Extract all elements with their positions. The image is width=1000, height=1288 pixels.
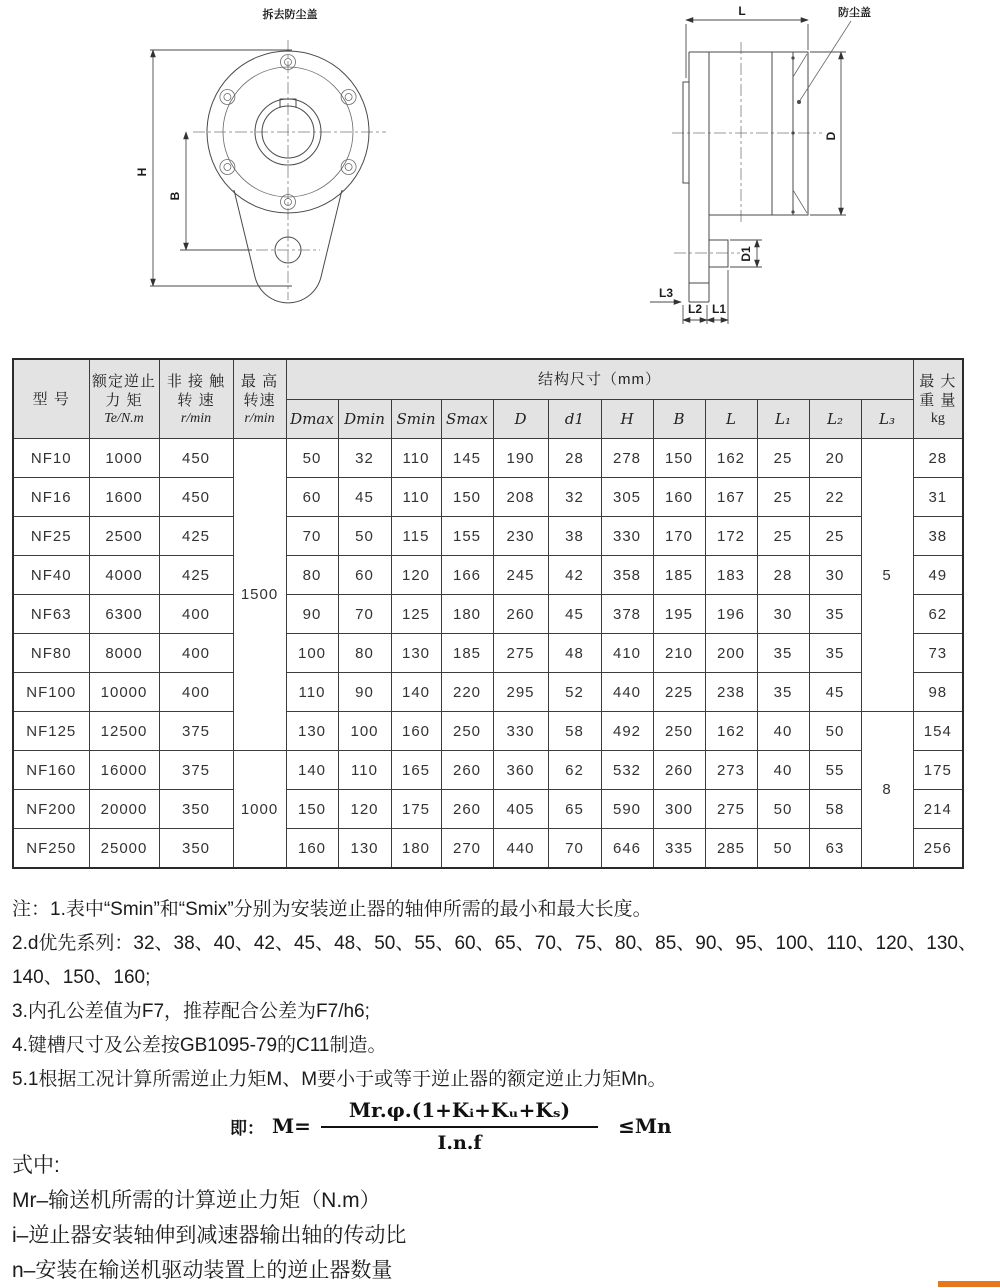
spec-cell: 160: [286, 829, 338, 869]
col-header-dim: d1: [548, 400, 601, 439]
spec-cell: 335: [653, 829, 705, 869]
col-header-dim: H: [601, 400, 653, 439]
spec-cell: 167: [705, 478, 757, 517]
spec-cell: 295: [493, 673, 548, 712]
technical-drawings: [0, 0, 1000, 348]
spec-cell: 155: [441, 517, 493, 556]
spec-cell: 80: [338, 634, 391, 673]
spec-cell: 145: [441, 439, 493, 478]
spec-cell: 260: [441, 790, 493, 829]
spec-cell: 50: [757, 829, 809, 869]
spec-cell: 273: [705, 751, 757, 790]
spec-cell: 375: [159, 712, 233, 751]
dim-label-D1: D1: [739, 246, 753, 262]
table-row: [13, 829, 963, 869]
spec-cell: 48: [548, 634, 601, 673]
spec-cell: 35: [757, 673, 809, 712]
note-line: 注：1.表中“Smin”和“Smix”分别为安装逆止器的轴伸所需的最小和最大长度。: [12, 899, 652, 920]
dim-label-L3: L3: [658, 286, 674, 300]
spec-cell: 330: [493, 712, 548, 751]
spec-cell: 30: [809, 556, 861, 595]
spec-cell: 330: [601, 517, 653, 556]
spec-cell: 50: [338, 517, 391, 556]
spec-cell: 32: [548, 478, 601, 517]
weight-cell: 214: [913, 790, 963, 829]
spec-cell: 38: [548, 517, 601, 556]
note-line: 3.内孔公差值为F7，推荐配合公差为F7/h6;: [12, 1001, 370, 1022]
spec-cell: 250: [653, 712, 705, 751]
weight-cell: 28: [913, 439, 963, 478]
spec-cell: 42: [548, 556, 601, 595]
table-row: [13, 595, 963, 634]
col-header-dim: L₃: [861, 400, 913, 439]
l3-merged-cell: 5: [861, 439, 913, 712]
spec-cell: 110: [391, 478, 441, 517]
spec-cell: 62: [548, 751, 601, 790]
front-view-drawing: [135, 7, 386, 303]
weight-cell: 98: [913, 673, 963, 712]
spec-cell: 238: [705, 673, 757, 712]
model-cell: NF40: [13, 556, 89, 595]
formula-prefix: 即：: [230, 1118, 264, 1138]
col-header-dim: Dmin: [338, 400, 391, 439]
col-header-torque: 额定逆止 力 矩 Te/N.m: [89, 359, 159, 439]
spec-cell: 16000: [89, 751, 159, 790]
spec-cell: 60: [286, 478, 338, 517]
accent-bar: [938, 1281, 1000, 1287]
formula-denominator: I.n.f: [437, 1132, 482, 1154]
max-speed-merged-cell: 1000: [233, 751, 286, 869]
spec-cell: 162: [705, 712, 757, 751]
weight-cell: 73: [913, 634, 963, 673]
weight-cell: 31: [913, 478, 963, 517]
spec-cell: 400: [159, 634, 233, 673]
spec-cell: 80: [286, 556, 338, 595]
spec-cell: 220: [441, 673, 493, 712]
spec-cell: 358: [601, 556, 653, 595]
spec-cell: 1600: [89, 478, 159, 517]
spec-cell: 110: [338, 751, 391, 790]
spec-cell: 52: [548, 673, 601, 712]
spec-cell: 375: [159, 751, 233, 790]
spec-cell: 100: [286, 634, 338, 673]
spec-cell: 175: [391, 790, 441, 829]
spec-cell: 125: [391, 595, 441, 634]
model-cell: NF125: [13, 712, 89, 751]
spec-cell: 120: [338, 790, 391, 829]
table-row: [13, 478, 963, 517]
spec-cell: 45: [809, 673, 861, 712]
col-header-noncontact-speed: 非 接 触 转 速 r/min: [159, 359, 233, 439]
table-row: [13, 439, 963, 478]
spec-cell: 160: [653, 478, 705, 517]
spec-cell: 275: [705, 790, 757, 829]
spec-cell: 260: [493, 595, 548, 634]
spec-cell: 28: [548, 439, 601, 478]
spec-cell: 183: [705, 556, 757, 595]
spec-cell: 50: [757, 790, 809, 829]
spec-cell: 25: [757, 478, 809, 517]
spec-cell: 8000: [89, 634, 159, 673]
spec-cell: 185: [653, 556, 705, 595]
legend-line: i–逆止器安装轴伸到减速器输出轴的传动比: [12, 1224, 407, 1247]
spec-cell: 180: [391, 829, 441, 869]
spec-cell: 10000: [89, 673, 159, 712]
spec-cell: 350: [159, 829, 233, 869]
spec-cell: 100: [338, 712, 391, 751]
spec-cell: 2500: [89, 517, 159, 556]
spec-cell: 25: [757, 439, 809, 478]
legend-line: 式中:: [12, 1154, 60, 1177]
side-view-drawing: [650, 4, 871, 324]
model-cell: NF16: [13, 478, 89, 517]
note-line: 4.键槽尺寸及公差按GB1095-79的C11制造。: [12, 1035, 387, 1056]
spec-cell: 35: [757, 634, 809, 673]
spec-cell: 185: [441, 634, 493, 673]
spec-cell: 58: [809, 790, 861, 829]
weight-cell: 154: [913, 712, 963, 751]
spec-cell: 250: [441, 712, 493, 751]
col-header-dim: L: [705, 400, 757, 439]
spec-cell: 110: [286, 673, 338, 712]
spec-cell: 50: [809, 712, 861, 751]
spec-cell: 196: [705, 595, 757, 634]
note-line: 140、150、160;: [12, 967, 151, 988]
model-cell: NF80: [13, 634, 89, 673]
spec-cell: 70: [338, 595, 391, 634]
spec-cell: 646: [601, 829, 653, 869]
weight-cell: 62: [913, 595, 963, 634]
spec-cell: 360: [493, 751, 548, 790]
spec-cell: 6300: [89, 595, 159, 634]
spec-cell: 410: [601, 634, 653, 673]
table-row: [13, 790, 963, 829]
model-cell: NF25: [13, 517, 89, 556]
spec-cell: 115: [391, 517, 441, 556]
spec-cell: 35: [809, 595, 861, 634]
col-header-dim: Dmax: [286, 400, 338, 439]
notes-block: [12, 893, 990, 1097]
spec-table-body: [13, 439, 963, 869]
spec-cell: 405: [493, 790, 548, 829]
dim-label-B: B: [168, 191, 182, 201]
weight-cell: 256: [913, 829, 963, 869]
note-line: 2.d优先系列：32、38、40、42、45、48、50、55、60、65、70、75、80、85、90、95、100、110、120、130、: [12, 933, 977, 954]
col-header-model: 型 号: [13, 359, 89, 439]
dim-label-H: H: [135, 167, 149, 177]
spec-cell: 1000: [89, 439, 159, 478]
spec-cell: 400: [159, 673, 233, 712]
spec-cell: 245: [493, 556, 548, 595]
spec-cell: 35: [809, 634, 861, 673]
spec-cell: 165: [391, 751, 441, 790]
spec-cell: 150: [653, 439, 705, 478]
dim-label-L: L: [738, 4, 746, 18]
dim-label-L1: L1: [711, 302, 727, 316]
formula-legend: [12, 1148, 712, 1288]
dim-label-D: D: [824, 131, 838, 141]
model-cell: NF200: [13, 790, 89, 829]
weight-cell: 49: [913, 556, 963, 595]
table-row: [13, 712, 963, 751]
spec-cell: 172: [705, 517, 757, 556]
spec-cell: 28: [757, 556, 809, 595]
table-row: [13, 634, 963, 673]
spec-cell: 55: [809, 751, 861, 790]
spec-cell: 285: [705, 829, 757, 869]
legend-line: n–安装在输送机驱动装置上的逆止器数量: [12, 1259, 393, 1282]
formula-fraction: [321, 1098, 598, 1154]
col-header-dim: Smin: [391, 400, 441, 439]
spec-cell: 20000: [89, 790, 159, 829]
note-line: 5.1根据工况计算所需逆止力矩M、M要小于或等于逆止器的额定逆止力矩Mn。: [12, 1069, 667, 1090]
spec-cell: 70: [286, 517, 338, 556]
spec-cell: 130: [338, 829, 391, 869]
col-header-dim: D: [493, 400, 548, 439]
spec-cell: 110: [391, 439, 441, 478]
spec-cell: 260: [441, 751, 493, 790]
spec-cell: 532: [601, 751, 653, 790]
spec-cell: 12500: [89, 712, 159, 751]
spec-cell: 160: [391, 712, 441, 751]
spec-cell: 260: [653, 751, 705, 790]
spec-cell: 45: [548, 595, 601, 634]
spec-cell: 50: [286, 439, 338, 478]
spec-cell: 492: [601, 712, 653, 751]
spec-cell: 63: [809, 829, 861, 869]
spec-cell: 425: [159, 517, 233, 556]
col-header-dim: Smax: [441, 400, 493, 439]
col-header-dim: L₂: [809, 400, 861, 439]
spec-cell: 40: [757, 751, 809, 790]
table-row: [13, 673, 963, 712]
spec-cell: 130: [286, 712, 338, 751]
torque-formula: [230, 1098, 672, 1154]
spec-cell: 32: [338, 439, 391, 478]
spec-cell: 65: [548, 790, 601, 829]
col-header-max-speed: 最 高 转速 r/min: [233, 359, 286, 439]
spec-cell: 140: [391, 673, 441, 712]
spec-cell: 40: [757, 712, 809, 751]
spec-cell: 30: [757, 595, 809, 634]
spec-cell: 170: [653, 517, 705, 556]
spec-cell: 300: [653, 790, 705, 829]
spec-cell: 350: [159, 790, 233, 829]
spec-cell: 180: [441, 595, 493, 634]
spec-cell: 70: [548, 829, 601, 869]
spec-cell: 450: [159, 439, 233, 478]
spec-cell: 275: [493, 634, 548, 673]
spec-cell: 20: [809, 439, 861, 478]
spec-cell: 590: [601, 790, 653, 829]
col-header-dim: L₁: [757, 400, 809, 439]
spec-cell: 90: [286, 595, 338, 634]
col-header-dim: B: [653, 400, 705, 439]
spec-cell: 120: [391, 556, 441, 595]
spec-cell: 440: [601, 673, 653, 712]
spec-cell: 210: [653, 634, 705, 673]
spec-table: [12, 358, 964, 869]
spec-cell: 45: [338, 478, 391, 517]
model-cell: NF10: [13, 439, 89, 478]
spec-cell: 425: [159, 556, 233, 595]
spec-cell: 400: [159, 595, 233, 634]
spec-cell: 305: [601, 478, 653, 517]
spec-cell: 140: [286, 751, 338, 790]
spec-cell: 4000: [89, 556, 159, 595]
spec-cell: 450: [159, 478, 233, 517]
spec-cell: 150: [286, 790, 338, 829]
spec-cell: 270: [441, 829, 493, 869]
front-view-title: 拆去防尘盖: [262, 9, 318, 21]
model-cell: NF100: [13, 673, 89, 712]
spec-cell: 150: [441, 478, 493, 517]
spec-cell: 195: [653, 595, 705, 634]
formula-relation: ≤Mn: [618, 1114, 672, 1138]
col-header-structural-dims: 结构尺寸（mm）: [286, 359, 913, 400]
spec-cell: 166: [441, 556, 493, 595]
formula-numerator: Mr.φ.(1+Kᵢ+Kᵤ+Kₛ): [321, 1098, 598, 1128]
model-cell: NF160: [13, 751, 89, 790]
formula-lhs: M=: [272, 1114, 311, 1138]
weight-cell: 38: [913, 517, 963, 556]
spec-cell: 25: [757, 517, 809, 556]
weight-cell: 175: [913, 751, 963, 790]
spec-cell: 90: [338, 673, 391, 712]
spec-cell: 378: [601, 595, 653, 634]
spec-cell: 278: [601, 439, 653, 478]
spec-cell: 130: [391, 634, 441, 673]
table-row: [13, 517, 963, 556]
spec-cell: 200: [705, 634, 757, 673]
model-cell: NF250: [13, 829, 89, 869]
legend-line: Mr–输送机所需的计算逆止力矩（N.m）: [12, 1189, 381, 1212]
spec-cell: 225: [653, 673, 705, 712]
spec-cell: 25: [809, 517, 861, 556]
table-row: [13, 556, 963, 595]
spec-cell: 440: [493, 829, 548, 869]
max-speed-merged-cell: 1500: [233, 439, 286, 751]
spec-cell: 25000: [89, 829, 159, 869]
spec-cell: 60: [338, 556, 391, 595]
col-header-max-weight: 最 大 重 量 kg: [913, 359, 963, 439]
table-row: [13, 751, 963, 790]
dust-cover-label: 防尘盖: [838, 7, 871, 19]
spec-cell: 230: [493, 517, 548, 556]
spec-cell: 190: [493, 439, 548, 478]
dim-label-L2: L2: [687, 302, 703, 316]
model-cell: NF63: [13, 595, 89, 634]
spec-cell: 22: [809, 478, 861, 517]
spec-cell: 208: [493, 478, 548, 517]
spec-cell: 162: [705, 439, 757, 478]
l3-merged-cell: 8: [861, 712, 913, 869]
spec-cell: 58: [548, 712, 601, 751]
